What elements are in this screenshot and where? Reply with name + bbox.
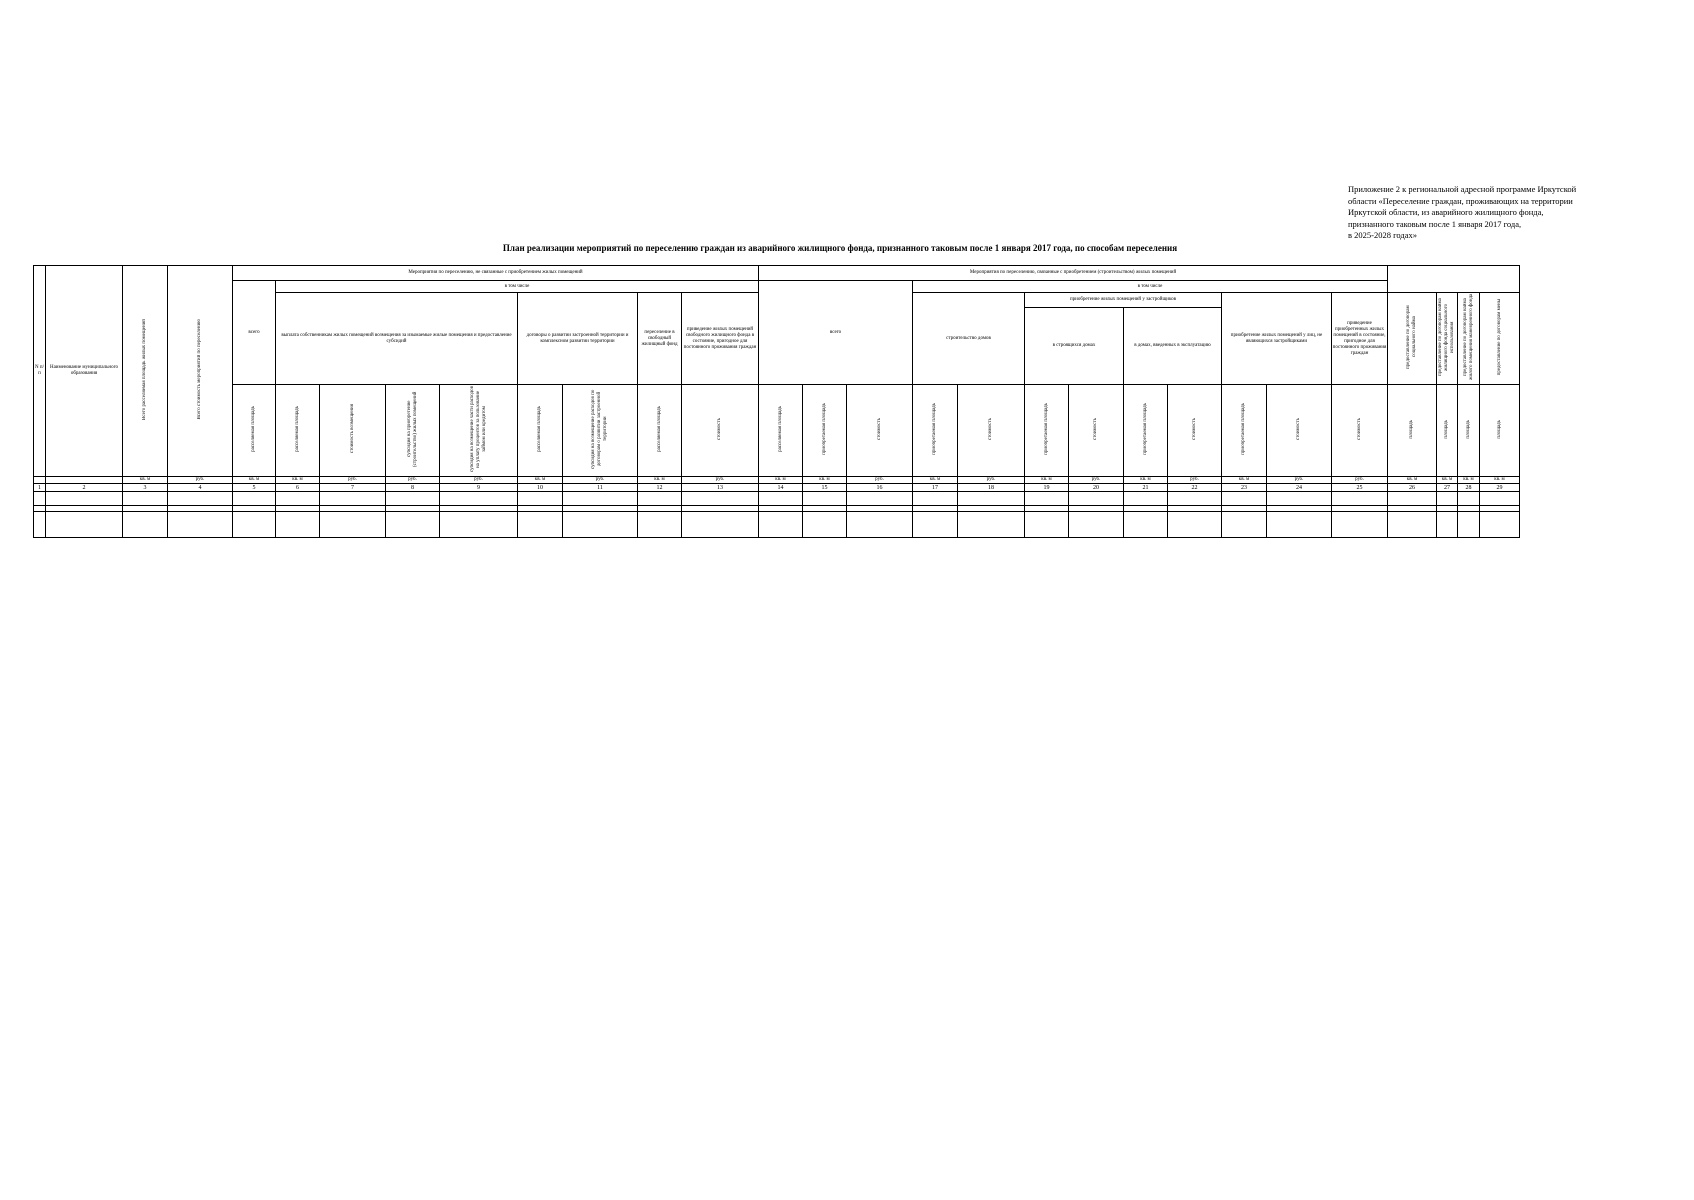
unit-cell: руб.: [386, 477, 440, 484]
sub-col-17: [913, 385, 958, 477]
header-c-maneuver-label: предоставление по договорам найма жилищного фонда социального использования: [1438, 298, 1455, 376]
header-b-in-operation: в домах, введенных в эксплуатацию: [1124, 307, 1222, 384]
unit-cell: кв. м: [1025, 477, 1069, 484]
header-group-a: Мероприятия по переселению, не связанные с приобретением жилых помещений: [233, 266, 759, 281]
sub-col-15-label: приобретаемая площадь: [821, 403, 827, 455]
sub-col-22-label: стоимость: [1191, 418, 1197, 440]
header-a-buyout: выплата собственникам жилых помещений возмещения за изымаемые жилые помещения и предоставление субсидий: [276, 293, 518, 385]
unit-cell: кв. м: [518, 477, 563, 484]
sub-col-22: [1168, 385, 1222, 477]
header-a-total: всего: [233, 281, 276, 385]
header-group-c: [1388, 266, 1520, 293]
column-number: 1: [34, 484, 46, 492]
unit-cell: руб.: [1267, 477, 1332, 484]
column-number: 16: [847, 484, 913, 492]
sub-col-13-label: стоимость: [717, 418, 722, 440]
column-number: 6: [276, 484, 320, 492]
header-c-social-label: предоставление по договорам социального найма: [1406, 305, 1417, 369]
appendix-line: области «Переселение граждан, проживающих на территории: [1348, 195, 1573, 206]
header-b-in-that-number: в том числе: [913, 281, 1388, 293]
column-number: 18: [958, 484, 1025, 492]
header-number: N п/п: [34, 266, 46, 477]
header-total-area-label: Всего расселяемая площадь жилых помещений: [142, 319, 147, 420]
unit-cell: кв. м: [276, 477, 320, 484]
header-c-manevr-fund-label: предоставление по договорам найма жилого помещения маневренного фонда: [1462, 293, 1474, 381]
sub-col-24-label: стоимость: [1296, 418, 1301, 440]
header-municipality: Наименование муниципального образования: [46, 266, 123, 477]
column-number: 23: [1222, 484, 1267, 492]
appendix-line: признанного таковым после 1 января 2017 года,: [1348, 218, 1522, 229]
column-number: 11: [563, 484, 638, 492]
column-number: 28: [1458, 484, 1480, 492]
sub-col-23-label: приобретаемая площадь: [1241, 403, 1246, 455]
unit-cell: кв. м: [1388, 477, 1437, 484]
appendix-line: в 2025-2028 годах»: [1348, 230, 1417, 240]
header-c-social: [1388, 293, 1437, 385]
column-number: 19: [1025, 484, 1069, 492]
unit-cell: руб.: [682, 477, 759, 484]
sub-col-20: [1069, 385, 1124, 477]
header-c-exchange: [1480, 293, 1520, 385]
sub-col-8: [386, 385, 440, 477]
sub-col-25-label: стоимость: [1356, 418, 1362, 440]
sub-col-12: [638, 385, 682, 477]
column-number: 7: [320, 484, 386, 492]
sub-col-9-label: субсидия на возмещение части расходов на уплату процентов за пользование займом или кредитом: [469, 386, 487, 472]
header-b-construction: строительство домов: [913, 293, 1025, 385]
sub-col-10-label: расселяемая площадь: [537, 406, 542, 452]
column-number: 27: [1437, 484, 1458, 492]
header-total-cost: [168, 266, 233, 477]
unit-cell: кв. м: [913, 477, 958, 484]
header-a-contracts: договоры о развитии застроенной территории и комплексном развитии территории: [518, 293, 638, 385]
sub-col-11: [563, 385, 638, 477]
unit-cell: руб.: [958, 477, 1025, 484]
header-row-5: [34, 385, 1520, 477]
header-a-bring-free: приведение жилых помещений свободного жилищного фонда в состояние, пригодное для постоянного проживания граждан: [682, 293, 759, 385]
header-a-in-that-number: в том числе: [276, 281, 759, 293]
sub-col-6: [276, 385, 320, 477]
header-b-under-construction: в строящихся домах: [1025, 307, 1124, 384]
sub-col-28-label: площадь: [1465, 419, 1471, 439]
header-total-area: [123, 266, 168, 477]
unit-cell: [34, 477, 46, 484]
sub-col-25: [1332, 385, 1388, 477]
sub-col-27: [1437, 385, 1458, 477]
sub-col-18-label: стоимость: [988, 418, 993, 440]
sub-col-27-label: площадь: [1444, 419, 1449, 439]
appendix-note: [1348, 184, 1638, 242]
column-number: 8: [386, 484, 440, 492]
unit-cell: кв. м: [759, 477, 803, 484]
column-number: 24: [1267, 484, 1332, 492]
column-number: 15: [803, 484, 847, 492]
document-title: План реализации мероприятий по переселению граждан из аварийного жилищного фонда, признанного таковым после 1 января 2017 года, по способам переселения: [502, 243, 1178, 253]
unit-cell: кв. м: [1437, 477, 1458, 484]
unit-cell: кв. м: [638, 477, 682, 484]
sub-col-8-label: субсидия на приобретение (строительство) жилых помещений: [406, 391, 418, 467]
unit-cell: [46, 477, 123, 484]
header-b-from-developers: приобретение жилых помещений у застройщиков: [1025, 293, 1222, 308]
sub-col-15: [803, 385, 847, 477]
sub-col-17-label: приобретаемая площадь: [932, 403, 937, 455]
unit-cell: руб.: [1168, 477, 1222, 484]
unit-cell: кв. м: [233, 477, 276, 484]
column-number: 17: [913, 484, 958, 492]
sub-col-10: [518, 385, 563, 477]
column-number: 22: [1168, 484, 1222, 492]
sub-col-21-label: приобретаемая площадь: [1142, 403, 1148, 455]
unit-cell: кв. м: [1480, 477, 1520, 484]
unit-cell: кв. м: [123, 477, 168, 484]
sub-col-7: [320, 385, 386, 477]
header-group-b: Мероприятия по переселению, связанные с приобретением (строительством) жилых помещений: [759, 266, 1388, 281]
unit-cell: кв. м: [803, 477, 847, 484]
column-number: 12: [638, 484, 682, 492]
sub-col-28: [1458, 385, 1480, 477]
sub-col-14: [759, 385, 803, 477]
header-c-maneuver: [1437, 293, 1458, 385]
column-number: 21: [1124, 484, 1168, 492]
header-b-from-non-developers: приобретение жилых помещений у лиц, не являющихся застройщиками: [1222, 293, 1332, 385]
sub-col-21: [1124, 385, 1168, 477]
plan-table: [33, 265, 1520, 538]
header-b-total: всего: [759, 281, 913, 385]
sub-col-13: [682, 385, 759, 477]
sub-col-9: [440, 385, 518, 477]
sub-col-16-label: стоимость: [876, 418, 882, 440]
sub-col-7-label: стоимость возмещения: [349, 404, 355, 454]
sub-col-6-label: расселяемая площадь: [294, 406, 300, 452]
sub-col-24: [1267, 385, 1332, 477]
unit-cell: руб.: [847, 477, 913, 484]
header-row-1: [34, 266, 1520, 281]
header-c-exchange-label: предоставление по договорам мены: [1496, 298, 1502, 376]
unit-cell: кв. м: [1124, 477, 1168, 484]
sub-col-5-label: расселяемая площадь: [251, 406, 256, 452]
sub-col-26-label: площадь: [1409, 419, 1414, 439]
data-row: [34, 512, 1520, 538]
unit-cell: руб.: [1332, 477, 1388, 484]
unit-cell: руб.: [440, 477, 518, 484]
unit-cell: кв. м: [1458, 477, 1480, 484]
sub-col-19-label: приобретаемая площадь: [1043, 403, 1049, 455]
header-c-manevr-fund: [1458, 293, 1480, 385]
column-number: 2: [46, 484, 123, 492]
header-b-bring-acquired: приведение приобретенных жилых помещений в состояние, пригодное для постоянного проживания граждан: [1332, 293, 1388, 385]
units-row: [34, 477, 1520, 484]
column-number: 13: [682, 484, 759, 492]
column-number: 5: [233, 484, 276, 492]
sub-col-29: [1480, 385, 1520, 477]
column-number: 26: [1388, 484, 1437, 492]
sub-col-14-label: расселяемая площадь: [777, 406, 783, 452]
column-numbers-row: [34, 484, 1520, 492]
sub-col-5: [233, 385, 276, 477]
column-number: 25: [1332, 484, 1388, 492]
header-total-cost-label: Всего стоимость мероприятий по переселению: [197, 319, 202, 420]
unit-cell: руб.: [168, 477, 233, 484]
sub-col-26: [1388, 385, 1437, 477]
sub-col-11-label: субсидия на возмещение расходов по договорам о развитии застроенной территории: [591, 389, 608, 469]
header-row-2: [34, 281, 1520, 293]
column-number: 9: [440, 484, 518, 492]
unit-cell: руб.: [320, 477, 386, 484]
column-number: 20: [1069, 484, 1124, 492]
column-number: 14: [759, 484, 803, 492]
sub-col-23: [1222, 385, 1267, 477]
sub-col-18: [958, 385, 1025, 477]
sub-col-20-label: стоимость: [1093, 418, 1098, 440]
header-a-free-fund: переселение в свободный жилищный фонд: [638, 293, 682, 385]
sub-col-12-label: расселяемая площадь: [656, 406, 662, 452]
data-row: [34, 492, 1520, 506]
column-number: 3: [123, 484, 168, 492]
appendix-line: Приложение 2 к региональной адресной программе Иркутской: [1348, 184, 1577, 194]
sub-col-19: [1025, 385, 1069, 477]
column-number: 4: [168, 484, 233, 492]
unit-cell: руб.: [1069, 477, 1124, 484]
column-number: 29: [1480, 484, 1520, 492]
unit-cell: кв. м: [1222, 477, 1267, 484]
column-number: 10: [518, 484, 563, 492]
appendix-line: Иркутской области, из аварийного жилищного фонда,: [1348, 207, 1544, 217]
sub-col-29-label: площадь: [1496, 419, 1502, 439]
sub-col-16: [847, 385, 913, 477]
unit-cell: руб.: [563, 477, 638, 484]
